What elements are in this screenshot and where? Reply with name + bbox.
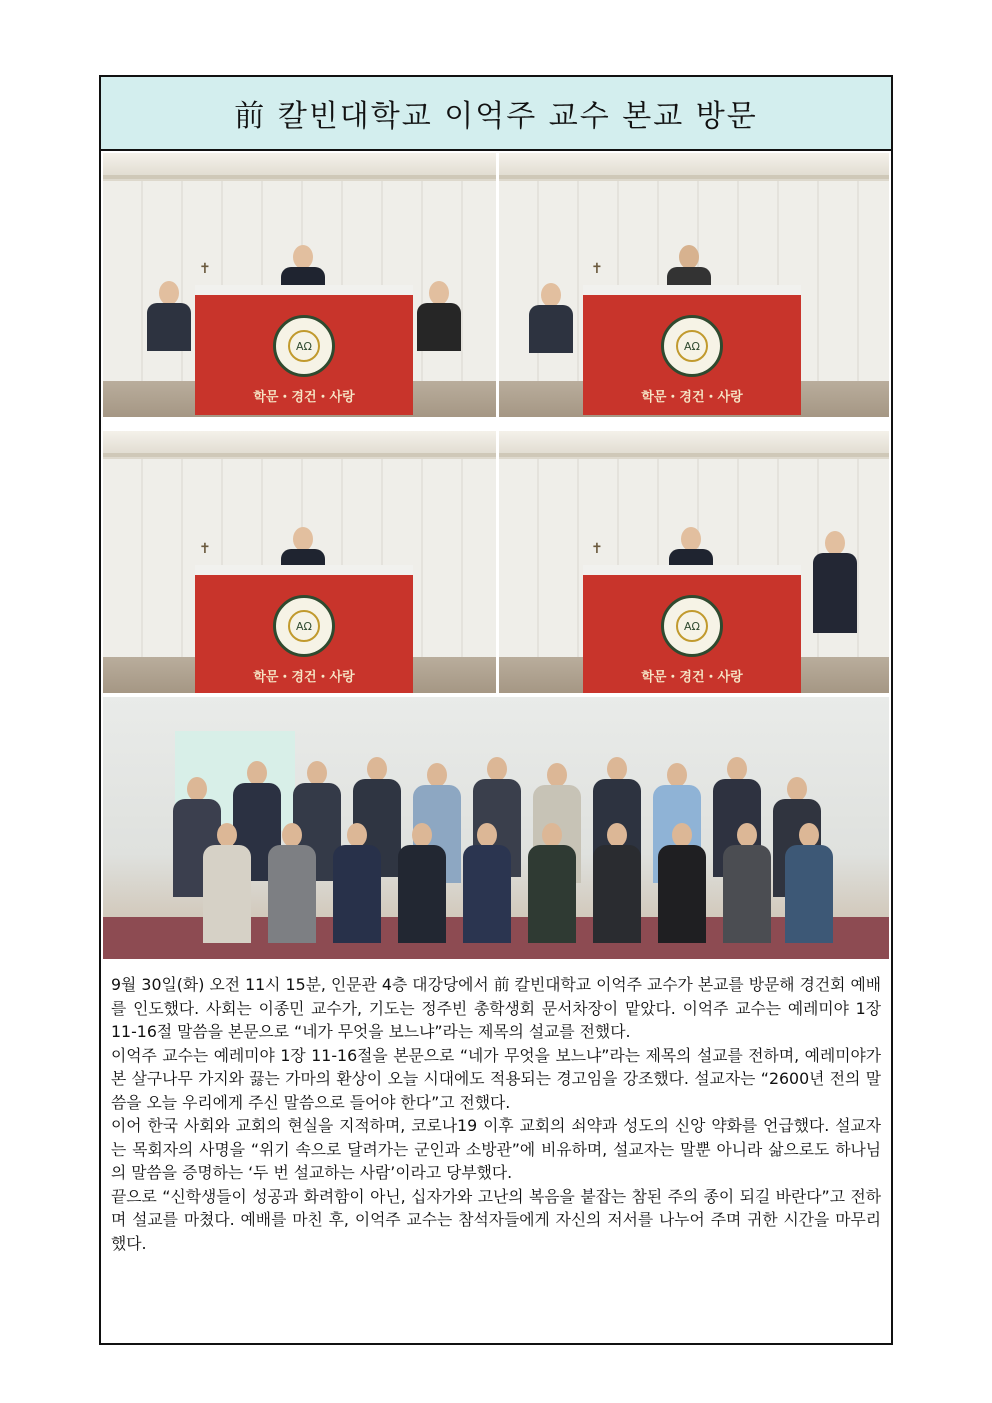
person-figure — [529, 283, 573, 353]
title-bar — [101, 77, 891, 151]
paragraph-2: 이억주 교수는 예레미야 1장 11-16절을 본문으로 “네가 무엇을 보느냐”라는 제목의 설교를 전하며, 예레미야가 본 살구나무 가지와 끓는 가마의 환상이 오늘 시대에도 적용되는 경고임을 강조했다. 설교자는 “2600년 전의 말씀을 오늘 우리에게 주신 말씀으로 들어야 한다”고 전했다. — [111, 1045, 881, 1112]
podium-photo-3: ✝ AΩ 학문・경건・사랑 — [103, 431, 496, 693]
podium — [195, 565, 413, 693]
podium — [583, 285, 801, 415]
paragraph-3: 이어 한국 사회와 교회의 현실을 지적하며, 코로나19 이후 교회의 쇠약과 성도의 신앙 약화를 언급했다. 설교자는 목회자의 사명을 “위기 속으로 달려가는 군인과 소방관”에 비유하며, 설교자는 말뿐 아니라 삶으로도 하나님의 말씀을 증명하는 ‘두 번 설교하는 사람’이라고 당부했다. — [111, 1116, 881, 1182]
podium-motto: 학문・경건・사랑 — [641, 670, 743, 685]
podium-photo-1: ✝ AΩ 학문・경건・사랑 — [103, 153, 496, 417]
person-figure — [813, 531, 857, 601]
article-frame — [99, 75, 893, 1345]
podium-motto: 학문・경건・사랑 — [253, 670, 355, 685]
podium-photo-4: ✝ AΩ 학문・경건・사랑 — [499, 431, 889, 693]
podium — [583, 565, 801, 693]
university-seal: AΩ — [661, 315, 723, 377]
university-seal: AΩ — [661, 595, 723, 657]
page-title: 前 칼빈대학교 이억주 교수 본교 방문 — [234, 99, 758, 134]
group-photo — [103, 697, 889, 959]
podium-motto: 학문・경건・사랑 — [641, 390, 743, 405]
paragraph-4: 끝으로 “신학생들이 성공과 화려함이 아닌, 십자가와 고난의 복음을 붙잡는 참된 주의 종이 되길 바란다”고 전하며 설교를 마쳤다. 예배를 마친 후, 이억주 교수는 참석자들에게 자신의 저서를 나누어 주며 귀한 시간을 마무리했다. — [111, 1186, 881, 1253]
article-body — [111, 973, 881, 1255]
person-figure — [417, 281, 461, 351]
paragraph-1: 9월 30일(화) 오전 11시 15분, 인문관 4층 대강당에서 前 칼빈대학교 이억주 교수가 본교를 방문해 경건회 예배를 인도했다. 사회는 이종민 교수가, 기도는 정주빈 총학생회 문서차장이 맡았다. 이억주 교수는 예레미야 1장 11-16절 말씀을 본문으로 “네가 무엇을 보느냐”라는 제목의 설교를 전했다. — [111, 975, 881, 1041]
university-seal: AΩ — [273, 595, 335, 657]
podium — [195, 285, 413, 415]
university-seal: AΩ — [273, 315, 335, 377]
group-members — [173, 727, 833, 927]
podium-photo-2: ✝ AΩ 학문・경건・사랑 — [499, 153, 889, 417]
podium-motto: 학문・경건・사랑 — [253, 390, 355, 405]
person-figure — [147, 281, 191, 351]
